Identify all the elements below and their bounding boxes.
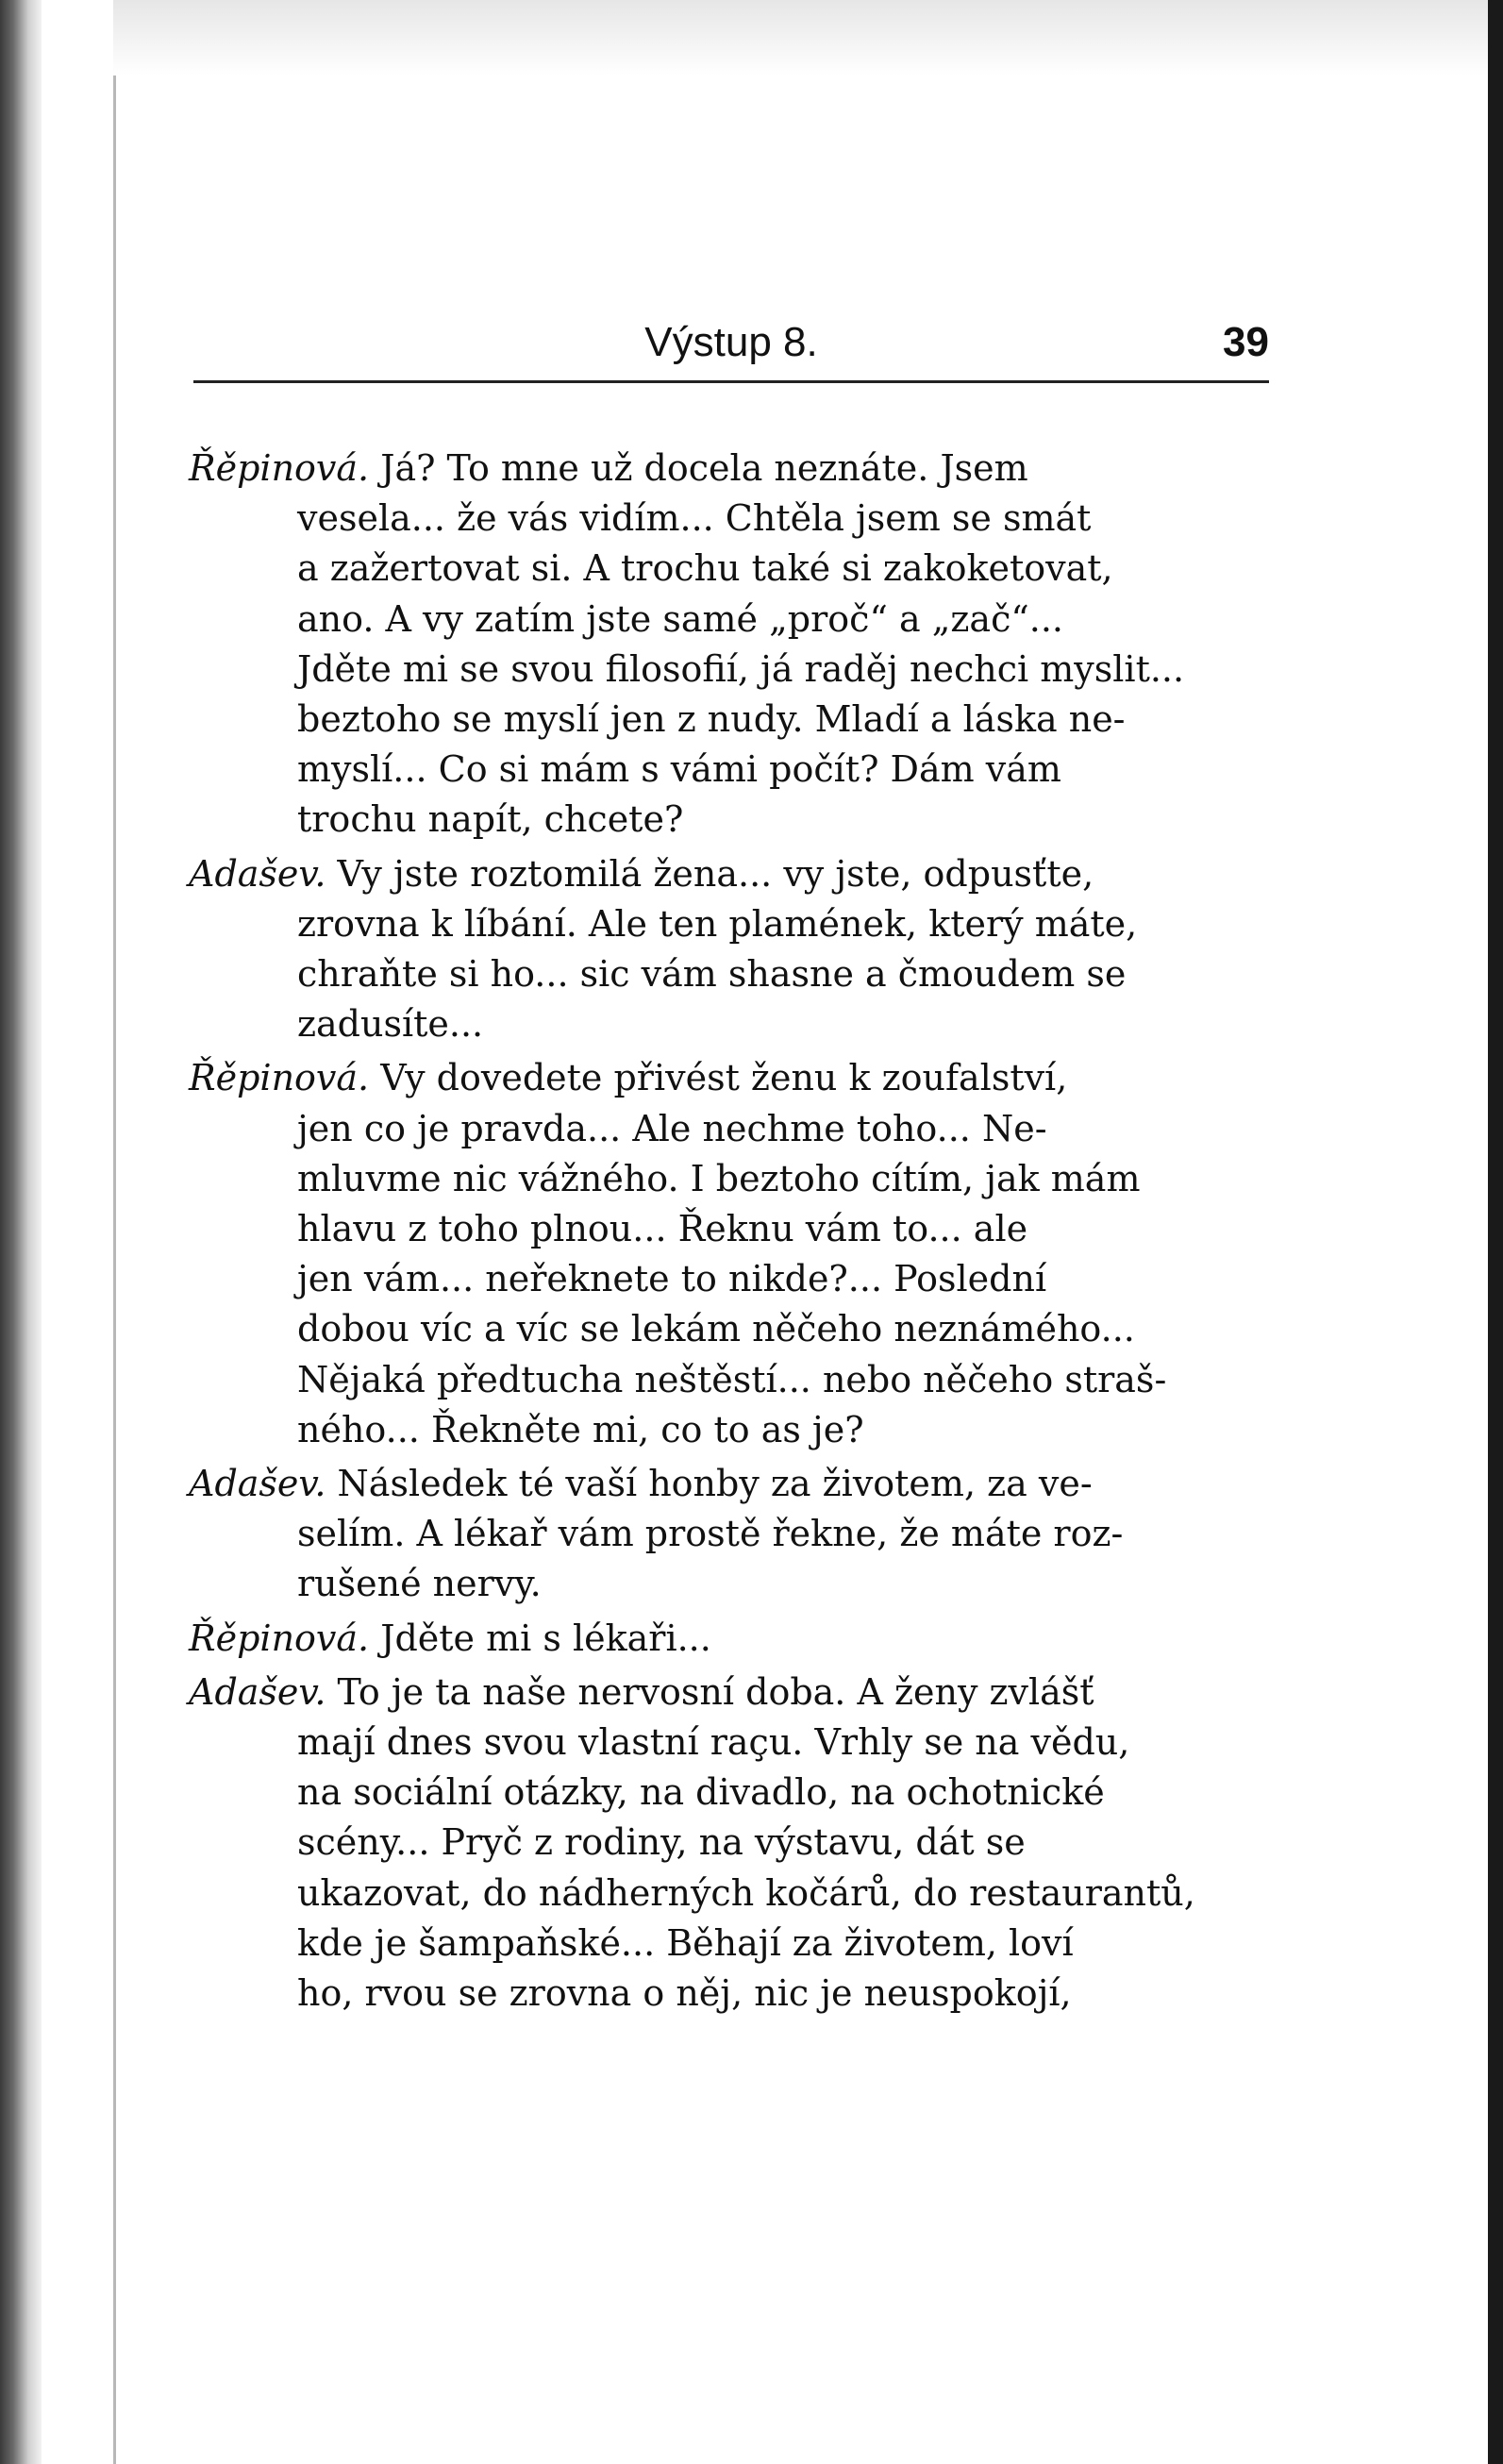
text-line bbox=[297, 1768, 1274, 1818]
speech-paragraph bbox=[189, 444, 1274, 846]
line-text: Nějaká předtucha neštěstí... nebo něčeho straš- bbox=[297, 1358, 1167, 1400]
line-text: ho, rvou se zrovna o něj, nic je neuspokojí, bbox=[297, 1972, 1072, 2015]
speech-paragraph bbox=[189, 1614, 1274, 1664]
speech-paragraph bbox=[189, 1053, 1274, 1455]
text-line bbox=[297, 1154, 1274, 1204]
speaker-name: Řěpinová. bbox=[189, 447, 370, 489]
text-line bbox=[297, 1355, 1274, 1405]
text-line bbox=[297, 1969, 1274, 2019]
page-gutter-edge bbox=[113, 0, 116, 2464]
text-line bbox=[297, 899, 1274, 949]
text-line bbox=[189, 1053, 1274, 1103]
line-text: selím. A lékař vám prostě řekne, že máte roz- bbox=[297, 1513, 1124, 1555]
text-line bbox=[297, 1204, 1274, 1254]
dialogue-body bbox=[189, 444, 1274, 2022]
text-line bbox=[297, 1818, 1274, 1868]
scan-left-edge bbox=[0, 0, 42, 2464]
line-text: trochu napít, chcete? bbox=[297, 798, 684, 841]
speech-paragraph bbox=[189, 1668, 1274, 2019]
line-text: vesela... že vás vidím... Chtěla jsem se smát bbox=[297, 497, 1092, 540]
text-line bbox=[297, 1718, 1274, 1768]
text-line bbox=[297, 544, 1274, 594]
speaker-name: Řěpinová. bbox=[189, 1057, 370, 1099]
line-text: hlavu z toho plnou... Řeknu vám to... ale bbox=[297, 1208, 1028, 1250]
line-text: dobou víc a víc se lekám něčeho neznámého... bbox=[297, 1308, 1135, 1350]
running-title: Výstup 8. bbox=[644, 319, 818, 365]
text-line bbox=[297, 645, 1274, 695]
page-top-shadow bbox=[113, 0, 1491, 75]
text-line bbox=[297, 1919, 1274, 1969]
text-line bbox=[189, 849, 1274, 899]
line-text: rušené nervy. bbox=[297, 1563, 542, 1605]
header-rule bbox=[193, 380, 1269, 383]
speaker-name: Adašev. bbox=[189, 852, 326, 895]
speech-paragraph bbox=[189, 1459, 1274, 1610]
text-line bbox=[297, 695, 1274, 745]
line-text: na sociální otázky, na divadlo, na ochotnické bbox=[297, 1771, 1105, 1814]
text-line bbox=[189, 1459, 1274, 1509]
text-line bbox=[297, 595, 1274, 645]
line-text: Já? To mne už docela neznáte. Jsem bbox=[369, 447, 1028, 489]
text-line bbox=[297, 1104, 1274, 1154]
line-text: To je ta naše nervosní doba. A ženy zvlášť bbox=[326, 1670, 1094, 1713]
line-text: Následek té vaší honby za životem, za ve- bbox=[326, 1463, 1093, 1505]
text-line bbox=[297, 1559, 1274, 1609]
text-line bbox=[189, 444, 1274, 494]
line-text: zrovna k líbání. Ale ten plamének, který máte, bbox=[297, 902, 1138, 945]
line-text: Jděte mi s lékaři... bbox=[369, 1617, 711, 1659]
text-line bbox=[297, 1254, 1274, 1304]
line-text: mluvme nic vážného. I beztoho cítím, jak mám bbox=[297, 1157, 1141, 1199]
running-header bbox=[193, 311, 1269, 387]
line-text: scény... Pryč z rodiny, na výstavu, dát se bbox=[297, 1821, 1026, 1864]
text-line bbox=[297, 999, 1274, 1049]
line-text: jen vám... neřeknete to nikde?... Poslední bbox=[297, 1258, 1047, 1300]
text-line bbox=[297, 1869, 1274, 1919]
line-text: myslí... Co si mám s vámi počít? Dám vám bbox=[297, 748, 1061, 791]
text-line bbox=[297, 795, 1274, 845]
speaker-name: Řěpinová. bbox=[189, 1617, 370, 1659]
text-line bbox=[297, 1304, 1274, 1354]
text-line bbox=[297, 745, 1274, 795]
line-text: ano. A vy zatím jste samé „proč“ a „zač“... bbox=[297, 597, 1064, 640]
text-line bbox=[297, 1405, 1274, 1455]
line-text: kde je šampaňské... Běhají za životem, loví bbox=[297, 1921, 1074, 1964]
text-line bbox=[297, 494, 1274, 544]
line-text: zadusíte... bbox=[297, 1003, 484, 1046]
line-text: a zažertovat si. A trochu také si zakoketovat, bbox=[297, 547, 1113, 590]
text-line bbox=[297, 949, 1274, 999]
text-line bbox=[189, 1614, 1274, 1664]
speech-paragraph bbox=[189, 849, 1274, 1050]
line-text: Vy dovedete přivést ženu k zoufalství, bbox=[369, 1057, 1068, 1099]
line-text: chraňte si ho... sic vám shasne a čmoudem se bbox=[297, 953, 1127, 996]
line-text: ukazovat, do nádherných kočárů, do restaurantů, bbox=[297, 1871, 1195, 1914]
line-text: Vy jste roztomilá žena... vy jste, odpusťte, bbox=[326, 852, 1094, 895]
text-line bbox=[297, 1509, 1274, 1559]
page-number: 39 bbox=[1223, 319, 1269, 365]
line-text: mají dnes svou vlastní raçu. Vrhly se na vědu, bbox=[297, 1721, 1130, 1764]
line-text: Jděte mi se svou filosofií, já raděj nechci myslit... bbox=[297, 647, 1185, 690]
speaker-name: Adašev. bbox=[189, 1463, 326, 1505]
line-text: beztoho se myslí jen z nudy. Mladí a láska ne- bbox=[297, 698, 1126, 741]
scan-right-edge bbox=[1488, 0, 1503, 2464]
speaker-name: Adašev. bbox=[189, 1670, 326, 1713]
text-line bbox=[189, 1668, 1274, 1718]
line-text: ného... Řekněte mi, co to as je? bbox=[297, 1408, 864, 1450]
line-text: jen co je pravda... Ale nechme toho... Ne- bbox=[297, 1107, 1047, 1149]
